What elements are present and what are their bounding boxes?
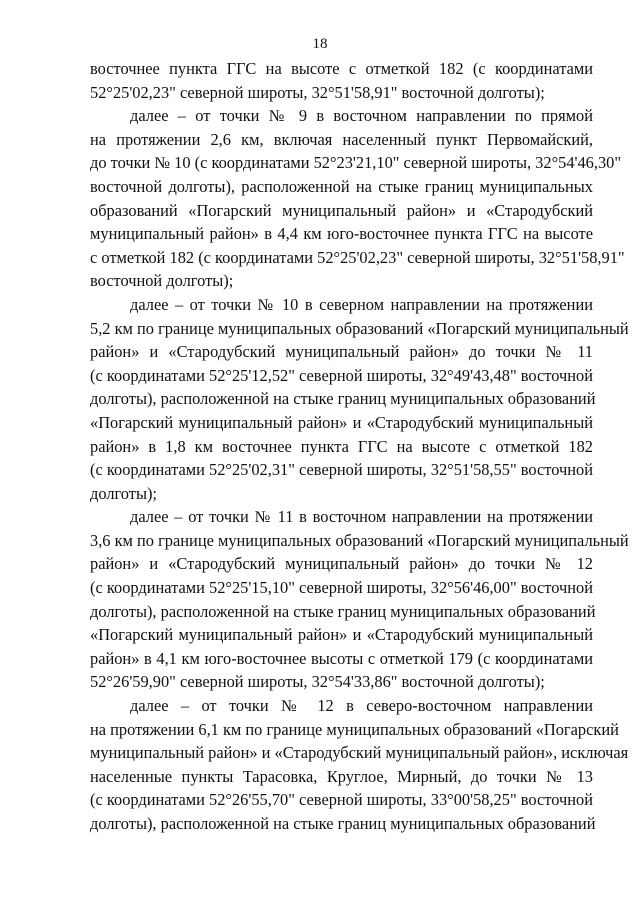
text-line: долготы), расположенной на стыке границ муниципальных образований [90,814,596,833]
text-line: на протяжении 6,1 км по границе муниципальных образований «Погарский [90,719,619,739]
text-line: восточнее пункта ГГС на высоте с отметкой 182 (с координатами [90,59,593,78]
text-line: долготы); [90,483,157,503]
text-line: (с координатами 52°25'15,10" северной широты, 32°56'46,00" восточной [90,578,593,598]
text-line: восточной долготы); [90,271,234,291]
text-line: 3,6 км по границе муниципальных образований «Погарский муниципальный [90,530,629,550]
text-line: «Погарский муниципальный район» и «Стародубский муниципальный [90,625,593,645]
text-line: 5,2 км по границе муниципальных образований «Погарский муниципальный [90,318,629,338]
text-line: с отметкой 182 (с координатами 52°25'02,23" северной широты, 32°51'58,91" [90,247,625,267]
text-line: муниципальный район» и «Стародубский муниципальный район», исключая [90,743,629,763]
page-number: 18 [312,36,328,52]
text-line: муниципальный район» в 4,4 км юго-восточнее пункта ГГС на высоте [90,224,593,244]
text-line: долготы), расположенной на стыке границ муниципальных образований [90,601,596,621]
text-line: район» и «Стародубский муниципальный район» до точки № 11 [90,342,593,362]
text-line: до точки № 10 (с координатами 52°23'21,10" северной широты, 32°54'46,30" [90,153,622,173]
text-line: далее – от точки № 10 в северном направлении на протяжении [130,294,593,314]
document-body [90,57,629,836]
text-line: далее – от точки № 9 в восточном направлении по прямой [130,106,593,126]
text-line: (с координатами 52°26'55,70" северной широты, 33°00'58,25" восточной [90,790,593,810]
text-line: восточной долготы), расположенной на стыке границ муниципальных [90,176,593,196]
text-line: (с координатами 52°25'12,52" северной широты, 32°49'43,48" восточной [90,365,593,385]
text-line: «Погарский муниципальный район» и «Стародубский муниципальный [90,412,593,432]
text-line: 52°26'59,90" северной широты, 32°54'33,86" восточной долготы); [90,672,545,692]
text-line: далее – от точки № 12 в северо-восточном направлении [130,696,593,716]
text-line: долготы), расположенной на стыке границ муниципальных образований [90,389,596,409]
text-line: район» в 1,8 км восточнее пункта ГГС на высоте с отметкой 182 [90,436,593,456]
text-line: (с координатами 52°25'02,31" северной широты, 32°51'58,55" восточной [90,460,593,480]
text-line: район» в 4,1 км юго-восточнее высоты с отметкой 179 (с координатами [90,648,593,668]
text-line: далее – от точки № 11 в восточном направлении на протяжении [130,507,593,527]
text-line: образований «Погарский муниципальный район» и «Стародубский [90,200,593,220]
text-line: на протяжении 2,6 км, включая населенный пункт Первомайский, [90,129,593,149]
text-line: 52°25'02,23" северной широты, 32°51'58,91" восточной долготы); [90,82,545,102]
text-line: район» и «Стародубский муниципальный район» до точки № 12 [90,554,593,574]
text-line: населенные пункты Тарасовка, Круглое, Мирный, до точки № 13 [90,766,593,786]
